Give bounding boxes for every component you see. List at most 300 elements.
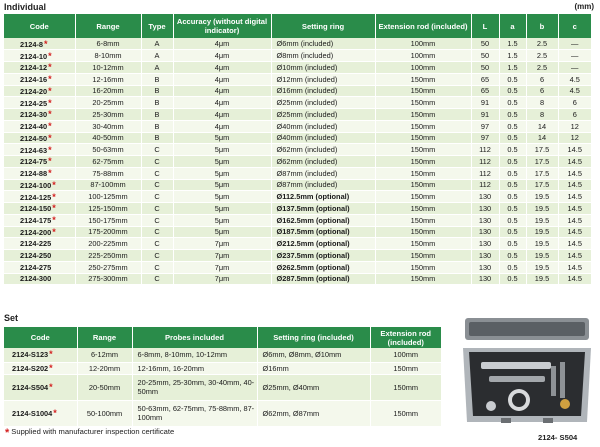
range-cell: 150-175mm <box>75 214 141 226</box>
set-row <box>4 374 441 400</box>
table-row <box>4 273 591 285</box>
type-cell: C <box>141 203 173 215</box>
b-cell: 19.5 <box>526 261 558 273</box>
ring-cell: Ø262.5mm (optional) <box>271 261 375 273</box>
code-cell <box>4 226 75 238</box>
ring-cell: Ø6mm (included) <box>271 38 375 50</box>
product-code: 2124-20 <box>20 86 48 96</box>
c-cell: 14.5 <box>558 238 591 250</box>
type-cell: B <box>141 120 173 132</box>
type-cell: B <box>141 132 173 144</box>
range-cell: 225-250mm <box>75 250 141 262</box>
range-cell: 16-20mm <box>75 85 141 97</box>
b-cell: 19.5 <box>526 250 558 262</box>
L-cell: 130 <box>471 238 499 250</box>
bore-gauge-kit-case-image <box>461 318 593 426</box>
table-row <box>4 120 591 132</box>
code-cell <box>4 348 77 362</box>
b-cell: 6 <box>526 73 558 85</box>
code-cell <box>4 73 75 85</box>
b-cell: 6 <box>526 85 558 97</box>
table-row <box>4 214 591 226</box>
L-cell: 65 <box>471 73 499 85</box>
range-cell: 25-30mm <box>75 109 141 121</box>
table-row <box>4 156 591 168</box>
set-table <box>4 327 441 427</box>
code-cell <box>4 238 75 250</box>
set-title: Set <box>4 313 19 323</box>
L-cell: 112 <box>471 167 499 179</box>
certificate-star: * <box>48 156 52 167</box>
type-cell: A <box>141 62 173 74</box>
code-cell <box>4 50 75 62</box>
product-code: 2124-100 <box>20 180 52 190</box>
ring-cell: Ø237.5mm (optional) <box>271 250 375 262</box>
range-cell: 12-16mm <box>75 73 141 85</box>
individual-table <box>4 14 591 285</box>
table-row <box>4 191 591 203</box>
code-cell <box>4 261 75 273</box>
column-header: Range <box>75 14 141 38</box>
code-cell <box>4 400 77 426</box>
type-cell: C <box>141 167 173 179</box>
rod-cell: 100mm <box>375 50 471 62</box>
certificate-star: * <box>48 74 52 85</box>
table-row <box>4 144 591 156</box>
table-row <box>4 97 591 109</box>
type-cell: B <box>141 85 173 97</box>
set-code: 2124-S123 <box>12 350 49 360</box>
column-header: b <box>526 14 558 38</box>
rod-cell: 150mm <box>375 109 471 121</box>
c-cell: 14.5 <box>558 144 591 156</box>
rod-cell: 150mm <box>375 250 471 262</box>
b-cell: 2.5 <box>526 62 558 74</box>
L-cell: 130 <box>471 191 499 203</box>
L-cell: 130 <box>471 250 499 262</box>
product-code: 2124-175 <box>20 216 52 226</box>
product-code: 2124-200 <box>20 227 52 237</box>
c-cell: — <box>558 38 591 50</box>
a-cell: 0.5 <box>499 167 526 179</box>
b-cell: 2.5 <box>526 38 558 50</box>
certificate-star: * <box>52 203 56 214</box>
a-cell: 0.5 <box>499 261 526 273</box>
rod-cell: 150mm <box>375 179 471 191</box>
certificate-star: * <box>52 215 56 226</box>
code-cell <box>4 156 75 168</box>
type-cell: B <box>141 73 173 85</box>
range-cell: 100-125mm <box>75 191 141 203</box>
footnote-text: Supplied with manufacturer inspection certificate <box>11 427 175 436</box>
type-cell: C <box>141 273 173 285</box>
product-code: 2124-225 <box>20 239 52 249</box>
certificate-star: * <box>49 381 53 392</box>
set-code: 2124-S1004 <box>12 408 53 418</box>
range-cell: 62-75mm <box>75 156 141 168</box>
range-cell: 10-12mm <box>75 62 141 74</box>
code-cell <box>4 97 75 109</box>
type-cell: C <box>141 144 173 156</box>
table-row <box>4 261 591 273</box>
certificate-star: * <box>48 132 52 143</box>
certificate-star: * <box>53 407 57 418</box>
acc-cell: 5μm <box>173 226 271 238</box>
column-header: Range <box>77 327 132 348</box>
code-cell <box>4 362 77 374</box>
product-code: 2124-40 <box>20 122 48 132</box>
product-code: 2124-300 <box>20 274 52 284</box>
L-cell: 91 <box>471 109 499 121</box>
ring-cell: Ø287.5mm (optional) <box>271 273 375 285</box>
type-cell: C <box>141 261 173 273</box>
table-row <box>4 73 591 85</box>
L-cell: 91 <box>471 97 499 109</box>
product-code: 2124-150 <box>20 204 52 214</box>
acc-cell: 7μm <box>173 273 271 285</box>
b-cell: 14 <box>526 120 558 132</box>
column-header: Setting ring (included) <box>257 327 370 348</box>
c-cell: 14.5 <box>558 261 591 273</box>
a-cell: 0.5 <box>499 238 526 250</box>
product-code: 2124-8 <box>20 39 44 49</box>
code-cell <box>4 144 75 156</box>
a-cell: 0.5 <box>499 250 526 262</box>
acc-cell: 4μm <box>173 109 271 121</box>
c-cell: 12 <box>558 132 591 144</box>
L-cell: 112 <box>471 179 499 191</box>
type-cell: C <box>141 250 173 262</box>
ring-cell: Ø212.5mm (optional) <box>271 238 375 250</box>
a-cell: 0.5 <box>499 85 526 97</box>
probes-cell: 12-16mm, 16-20mm <box>132 362 257 374</box>
ring-cell: Ø10mm (included) <box>271 62 375 74</box>
type-cell: A <box>141 50 173 62</box>
certificate-star: * <box>52 191 56 202</box>
table-row <box>4 62 591 74</box>
code-cell <box>4 120 75 132</box>
range-cell: 50-100mm <box>77 400 132 426</box>
certificate-star: * <box>48 144 52 155</box>
a-cell: 0.5 <box>499 144 526 156</box>
product-code: 2124-12 <box>20 63 48 73</box>
a-cell: 0.5 <box>499 132 526 144</box>
c-cell: 4.5 <box>558 85 591 97</box>
L-cell: 97 <box>471 120 499 132</box>
acc-cell: 5μm <box>173 167 271 179</box>
a-cell: 1.5 <box>499 62 526 74</box>
c-cell: 14.5 <box>558 156 591 168</box>
c-cell: 14.5 <box>558 226 591 238</box>
rod-cell: 150mm <box>375 120 471 132</box>
a-cell: 1.5 <box>499 50 526 62</box>
b-cell: 17.5 <box>526 167 558 179</box>
L-cell: 50 <box>471 38 499 50</box>
a-cell: 0.5 <box>499 273 526 285</box>
certificate-star: * <box>49 349 53 360</box>
a-cell: 0.5 <box>499 73 526 85</box>
certificate-star: * <box>48 85 52 96</box>
column-header: L <box>471 14 499 38</box>
b-cell: 19.5 <box>526 214 558 226</box>
acc-cell: 5μm <box>173 156 271 168</box>
L-cell: 50 <box>471 50 499 62</box>
individual-title: Individual <box>4 2 47 12</box>
rod-cell: 150mm <box>375 214 471 226</box>
a-cell: 0.5 <box>499 156 526 168</box>
c-cell: 14.5 <box>558 250 591 262</box>
rod-cell: 100mm <box>370 348 441 362</box>
c-cell: 14.5 <box>558 167 591 179</box>
acc-cell: 5μm <box>173 214 271 226</box>
c-cell: 14.5 <box>558 214 591 226</box>
acc-cell: 4μm <box>173 50 271 62</box>
b-cell: 17.5 <box>526 179 558 191</box>
type-cell: A <box>141 38 173 50</box>
code-cell <box>4 132 75 144</box>
b-cell: 14 <box>526 132 558 144</box>
certificate-star: * <box>48 109 52 120</box>
certificate-star: * <box>48 62 52 73</box>
acc-cell: 4μm <box>173 120 271 132</box>
acc-cell: 5μm <box>173 179 271 191</box>
a-cell: 0.5 <box>499 109 526 121</box>
acc-cell: 5μm <box>173 191 271 203</box>
column-header: Type <box>141 14 173 38</box>
L-cell: 130 <box>471 226 499 238</box>
L-cell: 130 <box>471 261 499 273</box>
product-code: 2124-63 <box>20 145 48 155</box>
c-cell: 14.5 <box>558 191 591 203</box>
ring-cell: Ø25mm (included) <box>271 109 375 121</box>
rod-cell: 150mm <box>375 261 471 273</box>
c-cell: 14.5 <box>558 273 591 285</box>
ring-cell: Ø87mm (included) <box>271 179 375 191</box>
range-cell: 6-12mm <box>77 348 132 362</box>
acc-cell: 7μm <box>173 250 271 262</box>
b-cell: 17.5 <box>526 144 558 156</box>
table-row <box>4 167 591 179</box>
ring-cell: Ø87mm (included) <box>271 167 375 179</box>
rod-cell: 150mm <box>375 132 471 144</box>
ring-cell: Ø6mm, Ø8mm, Ø10mm <box>257 348 370 362</box>
type-cell: C <box>141 156 173 168</box>
acc-cell: 4μm <box>173 62 271 74</box>
code-cell <box>4 250 75 262</box>
product-code: 2124-16 <box>20 75 48 85</box>
certificate-star: * <box>52 226 56 237</box>
table-row <box>4 85 591 97</box>
certificate-star: * <box>44 38 48 49</box>
column-header: Code <box>4 14 75 38</box>
b-cell: 19.5 <box>526 203 558 215</box>
ring-cell: Ø62mm (included) <box>271 144 375 156</box>
set-row <box>4 400 441 426</box>
set-row <box>4 362 441 374</box>
acc-cell: 4μm <box>173 38 271 50</box>
product-code: 2124-125 <box>20 192 52 202</box>
rod-cell: 150mm <box>375 73 471 85</box>
certificate-star: * <box>48 121 52 132</box>
ring-cell: Ø162.5mm (optional) <box>271 214 375 226</box>
code-cell <box>4 85 75 97</box>
rod-cell: 150mm <box>375 203 471 215</box>
type-cell: C <box>141 214 173 226</box>
range-cell: 175-200mm <box>75 226 141 238</box>
acc-cell: 5μm <box>173 203 271 215</box>
acc-cell: 4μm <box>173 73 271 85</box>
L-cell: 130 <box>471 214 499 226</box>
table-row <box>4 179 591 191</box>
c-cell: 14.5 <box>558 203 591 215</box>
L-cell: 130 <box>471 203 499 215</box>
set-code: 2124-S504 <box>12 382 49 392</box>
b-cell: 2.5 <box>526 50 558 62</box>
acc-cell: 5μm <box>173 132 271 144</box>
probes-cell: 20-25mm, 25-30mm, 30-40mm, 40-50mm <box>132 374 257 400</box>
table-row <box>4 203 591 215</box>
rod-cell: 150mm <box>375 191 471 203</box>
rod-cell: 150mm <box>375 226 471 238</box>
set-header-row <box>4 327 441 348</box>
range-cell: 40-50mm <box>75 132 141 144</box>
product-code: 2124-250 <box>20 250 52 260</box>
ring-cell: Ø40mm (included) <box>271 132 375 144</box>
ring-cell: Ø187.5mm (optional) <box>271 226 375 238</box>
rod-cell: 150mm <box>375 85 471 97</box>
ring-cell: Ø16mm <box>257 362 370 374</box>
code-cell <box>4 38 75 50</box>
product-code: 2124-275 <box>20 262 52 272</box>
type-cell: C <box>141 191 173 203</box>
certificate-star: * <box>48 50 52 61</box>
column-header: Accuracy (without digital indicator) <box>173 14 271 38</box>
certificate-star: * <box>52 179 56 190</box>
table-row <box>4 250 591 262</box>
acc-cell: 4μm <box>173 97 271 109</box>
range-cell: 12-20mm <box>77 362 132 374</box>
a-cell: 1.5 <box>499 38 526 50</box>
a-cell: 0.5 <box>499 97 526 109</box>
individual-table-body <box>4 38 591 285</box>
code-cell <box>4 203 75 215</box>
type-cell: C <box>141 179 173 191</box>
ring-cell: Ø25mm (included) <box>271 97 375 109</box>
product-code: 2124-50 <box>20 133 48 143</box>
type-cell: C <box>141 238 173 250</box>
b-cell: 19.5 <box>526 273 558 285</box>
code-cell <box>4 179 75 191</box>
code-cell <box>4 374 77 400</box>
c-cell: 6 <box>558 97 591 109</box>
footnote-star: * <box>5 427 10 439</box>
c-cell: 12 <box>558 120 591 132</box>
range-cell: 275-300mm <box>75 273 141 285</box>
set-code: 2124-S202 <box>12 363 49 373</box>
rod-cell: 150mm <box>370 400 441 426</box>
type-cell: B <box>141 109 173 121</box>
rod-cell: 150mm <box>370 374 441 400</box>
a-cell: 0.5 <box>499 226 526 238</box>
ring-cell: Ø137.5mm (optional) <box>271 203 375 215</box>
rod-cell: 150mm <box>370 362 441 374</box>
rod-cell: 150mm <box>375 273 471 285</box>
a-cell: 0.5 <box>499 214 526 226</box>
range-cell: 30-40mm <box>75 120 141 132</box>
probes-cell: 50-63mm, 62-75mm, 75-88mm, 87-100mm <box>132 400 257 426</box>
ring-cell: Ø62mm, Ø87mm <box>257 400 370 426</box>
table-row <box>4 238 591 250</box>
L-cell: 65 <box>471 85 499 97</box>
range-cell: 75-88mm <box>75 167 141 179</box>
column-header: Setting ring <box>271 14 375 38</box>
ring-cell: Ø62mm (included) <box>271 156 375 168</box>
range-cell: 50-63mm <box>75 144 141 156</box>
probes-cell: 6-8mm, 8-10mm, 10-12mm <box>132 348 257 362</box>
product-code: 2124-30 <box>20 110 48 120</box>
rod-cell: 150mm <box>375 97 471 109</box>
b-cell: 19.5 <box>526 238 558 250</box>
ring-cell: Ø8mm (included) <box>271 50 375 62</box>
table-row <box>4 38 591 50</box>
column-header: Extension rod (included) <box>370 327 441 348</box>
b-cell: 19.5 <box>526 191 558 203</box>
range-cell: 8-10mm <box>75 50 141 62</box>
a-cell: 0.5 <box>499 179 526 191</box>
ring-cell: Ø112.5mm (optional) <box>271 191 375 203</box>
product-code: 2124-25 <box>20 98 48 108</box>
certificate-star: * <box>48 168 52 179</box>
acc-cell: 7μm <box>173 261 271 273</box>
rod-cell: 150mm <box>375 144 471 156</box>
rod-cell: 100mm <box>375 62 471 74</box>
c-cell: — <box>558 62 591 74</box>
product-code: 2124-75 <box>20 157 48 167</box>
ring-cell: Ø16mm (included) <box>271 85 375 97</box>
acc-cell: 7μm <box>173 238 271 250</box>
column-header: Code <box>4 327 77 348</box>
table-row <box>4 132 591 144</box>
product-code: 2124-88 <box>20 169 48 179</box>
rod-cell: 150mm <box>375 167 471 179</box>
column-header: c <box>558 14 591 38</box>
unit-label: (mm) <box>574 2 594 11</box>
rod-cell: 150mm <box>375 238 471 250</box>
certificate-star: * <box>49 362 53 373</box>
c-cell: — <box>558 50 591 62</box>
range-cell: 6-8mm <box>75 38 141 50</box>
L-cell: 130 <box>471 273 499 285</box>
a-cell: 0.5 <box>499 203 526 215</box>
table-row <box>4 226 591 238</box>
type-cell: B <box>141 97 173 109</box>
code-cell <box>4 109 75 121</box>
range-cell: 125-150mm <box>75 203 141 215</box>
a-cell: 0.5 <box>499 120 526 132</box>
rod-cell: 150mm <box>375 156 471 168</box>
table-row <box>4 109 591 121</box>
c-cell: 6 <box>558 109 591 121</box>
footnote <box>4 427 174 439</box>
L-cell: 112 <box>471 144 499 156</box>
acc-cell: 5μm <box>173 144 271 156</box>
range-cell: 20-50mm <box>77 374 132 400</box>
table-row <box>4 50 591 62</box>
individual-header-row <box>4 14 591 38</box>
range-cell: 250-275mm <box>75 261 141 273</box>
b-cell: 8 <box>526 109 558 121</box>
L-cell: 50 <box>471 62 499 74</box>
